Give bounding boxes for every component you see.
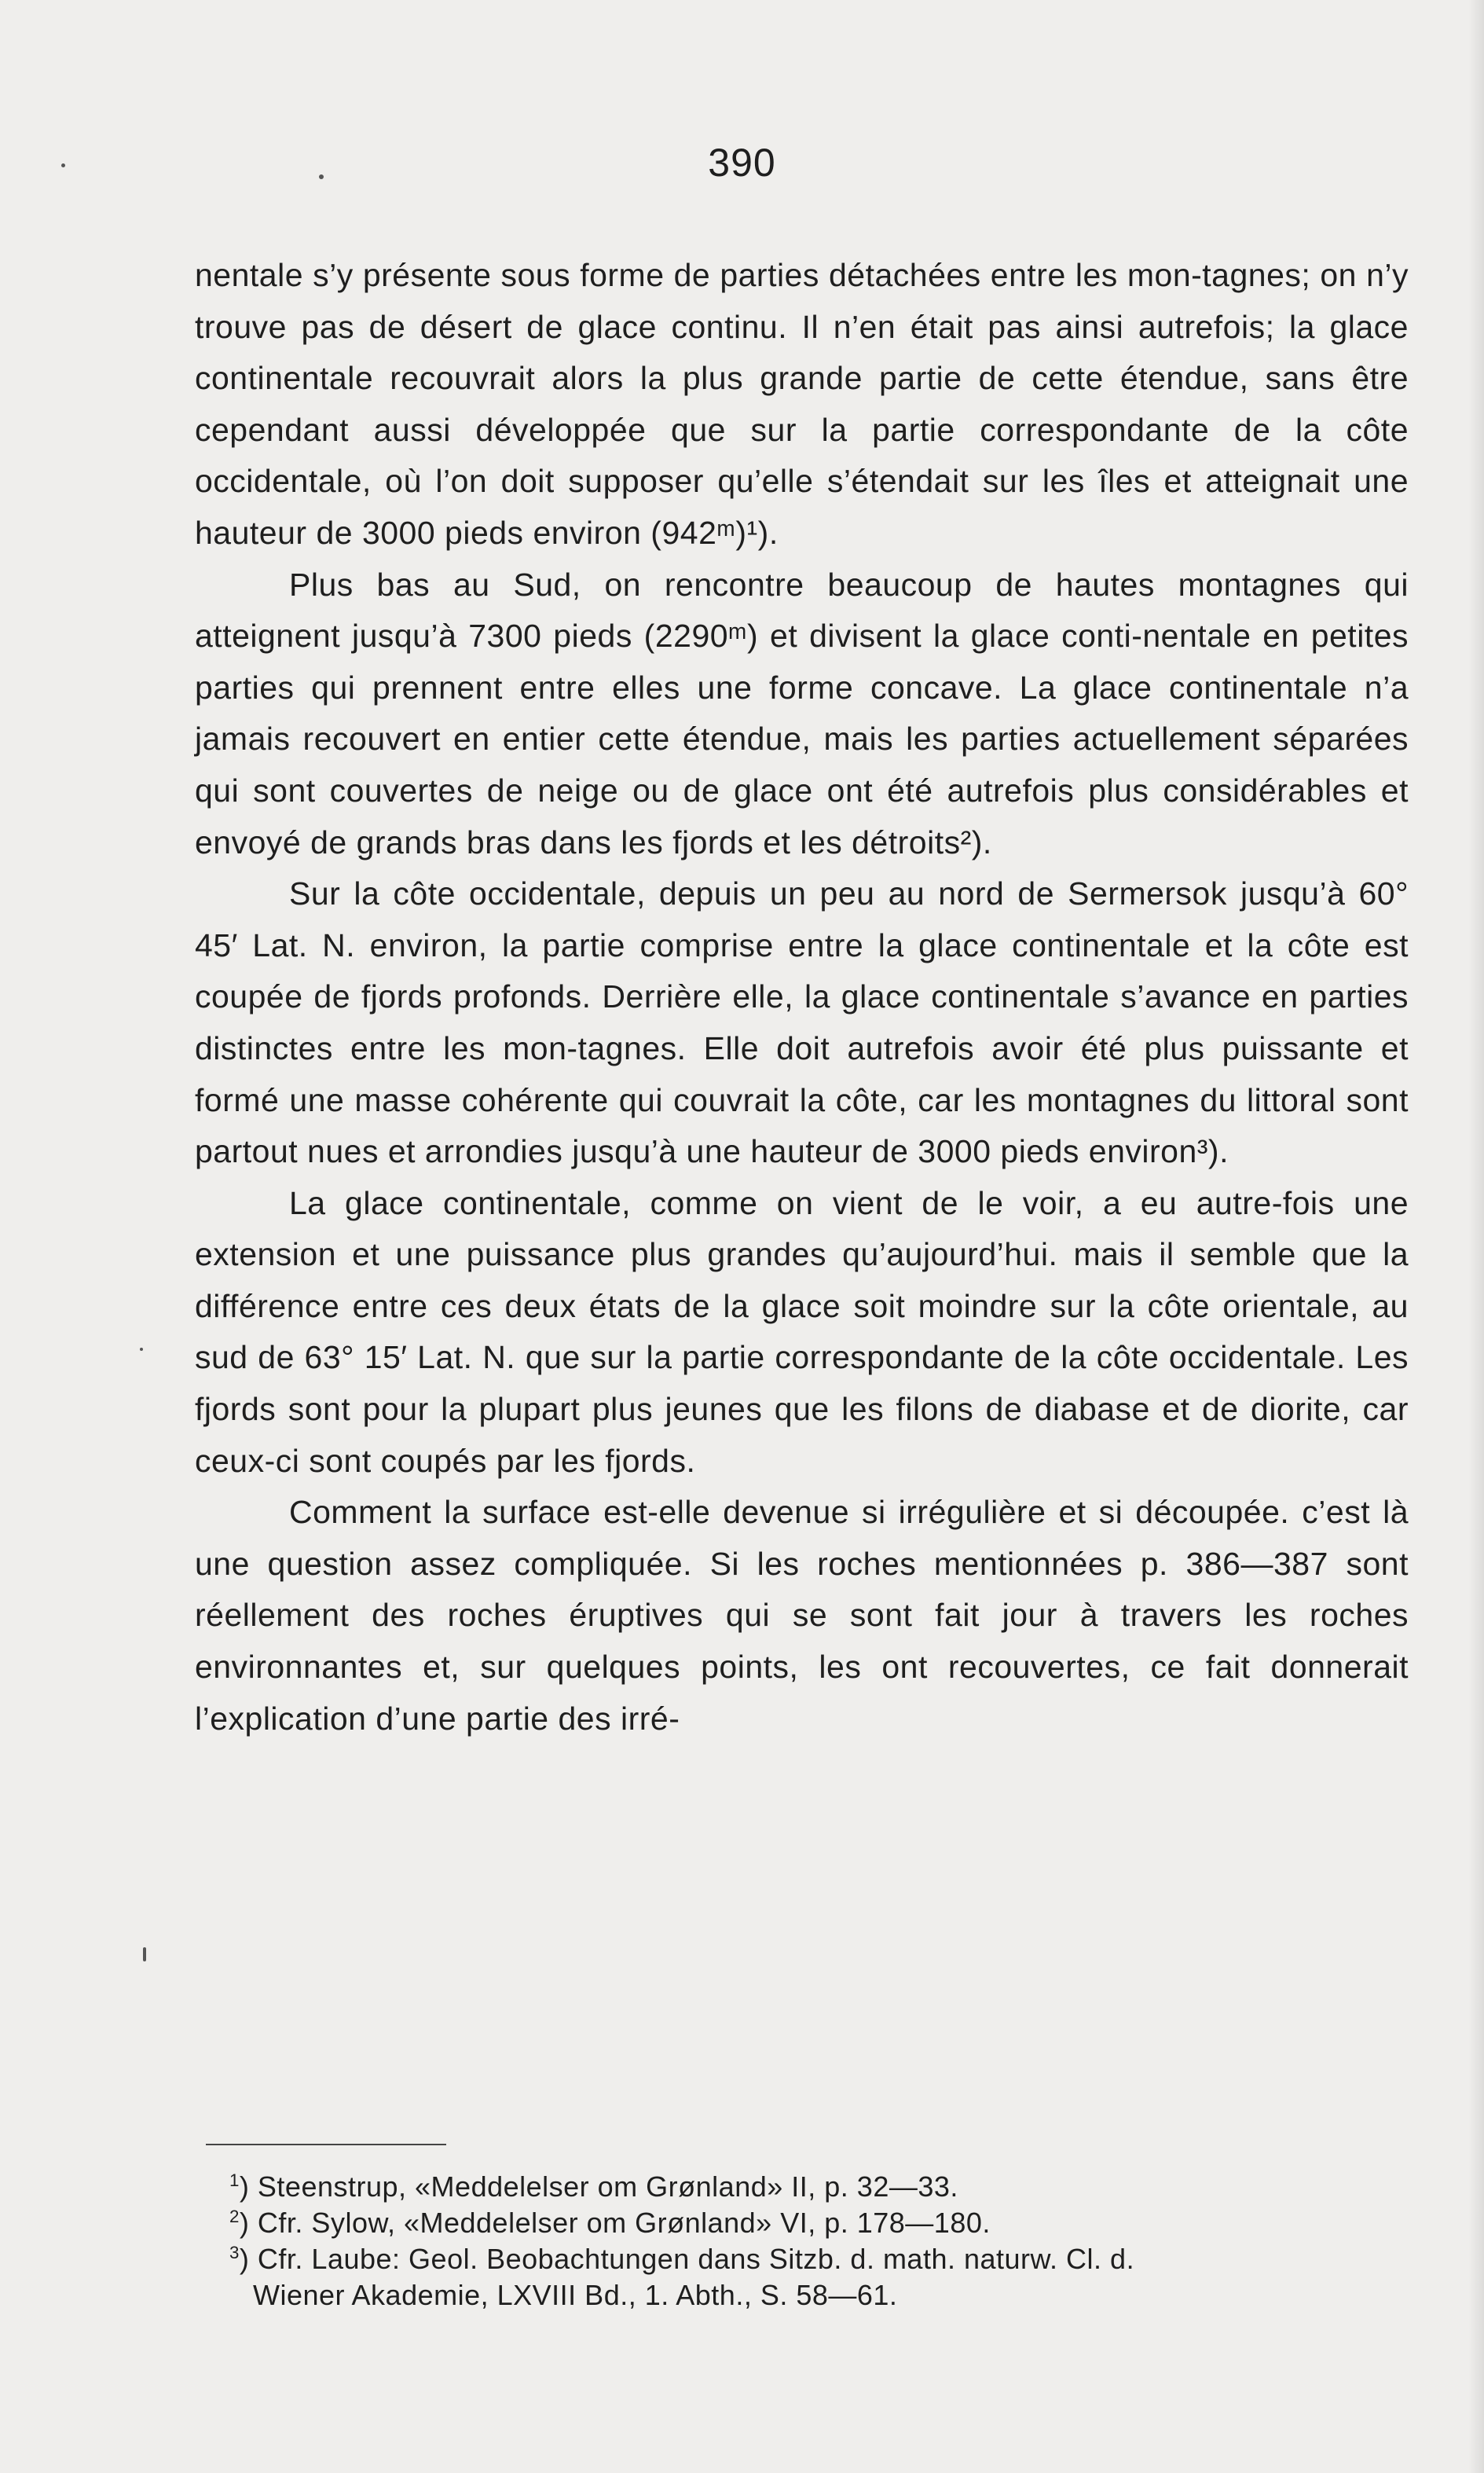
footnote-text: Cfr. Laube: Geol. Beobachtungen dans Sitzb. d. math. naturw. Cl. d. — [257, 2243, 1135, 2275]
footnotes — [229, 2169, 1408, 2313]
paper-speck — [143, 1947, 146, 1961]
footnote-mark: 2 — [229, 2207, 240, 2226]
paragraph: Plus bas au Sud, on rencontre beaucoup de hautes montagnes qui atteignent jusqu’à 7300 pieds (2290ᵐ) et divisent la glace conti-nentale en petites parties qui prennent entre elles une forme concave. La glace continentale n’a jamais recouvert en entier cette étendue, mais les parties actuellement séparées qui sont couvertes de neige ou de glace ont été autrefois plus considérables et envoyé de grands bras dans les fjords et les détroits²). — [195, 566, 1409, 860]
footnote: $^2$) Cfr. Sylow, «Meddelelser om Grønland» VI, p. 178—180. — [229, 2207, 991, 2239]
paragraph: La glace continentale, comme on vient de le voir, a eu autre-fois une extension et une puissance plus grandes qu’aujourd’hui. mais il semble que la différence entre ces deux états de la glace soit moindre sur la côte orientale, au sud de 63° 15′ Lat. N. que sur la partie correspondante de la côte occidentale. Les fjords sont pour la plupart plus jeunes que les filons de diabase et de diorite, car ceux-ci sont coupés par les fjords. — [195, 1184, 1409, 1479]
footnote-text: Cfr. Sylow, «Meddelelser om Grønland» VI, p. 178—180. — [257, 2207, 991, 2239]
footnote-mark: 3 — [229, 2243, 240, 2262]
page-edge-shadow — [1468, 0, 1484, 2473]
footnote: $^1$) Steenstrup, «Meddelelser om Grønland» II, p. 32—33. — [229, 2170, 958, 2203]
paragraph: nentale s’y présente sous forme de parties détachées entre les mon-tagnes; on n’y trouve pas de désert de glace continu. Il n’en était pas ainsi autrefois; la glace continentale recouvrait alors la plus grande partie de cette étendue, sans être cependant aussi développée que sur la partie correspondante de la côte occidentale, où l’on doit supposer qu’elle s’étendait sur les îles et atteignait une hauteur de 3000 pieds environ (942ᵐ)¹). — [195, 257, 1409, 551]
page-number: 390 — [708, 141, 776, 185]
footnote-mark: 1 — [229, 2170, 240, 2190]
paragraph: Comment la surface est-elle devenue si irrégulière et si découpée. c’est là une question assez compliquée. Si les roches mentionnées p. 386—387 sont réellement des roches éruptives qui se sont fait jour à travers les roches environnantes et, sur quelques points, les ont recouvertes, ce fait donnerait l’explication d’une partie des irré- — [195, 1494, 1409, 1737]
body-text — [195, 250, 1409, 1745]
footnote-text: Steenstrup, «Meddelelser om Grønland» II, p. 32—33. — [257, 2170, 958, 2203]
footnote: $^3$) Cfr. Laube: Geol. Beobachtungen dans Sitzb. d. math. naturw. Cl. d. Wiener Akademie, LXVIII Bd., 1. Abth., S. 58—61. — [229, 2241, 1408, 2313]
footnote-continuation: Wiener Akademie, LXVIII Bd., 1. Abth., S. 58—61. — [253, 2279, 898, 2311]
paper-speck — [140, 1348, 143, 1351]
paper-speck — [61, 163, 65, 167]
footnote-divider — [206, 2144, 446, 2145]
paper-speck — [319, 174, 324, 179]
paragraph: Sur la côte occidentale, depuis un peu au nord de Sermersok jusqu’à 60° 45′ Lat. N. environ, la partie comprise entre la glace continentale et la côte est coupée de fjords profonds. Derrière elle, la glace continentale s’avance en parties distinctes entre les mon-tagnes. Elle doit autrefois avoir été plus puissante et formé une masse cohérente qui couvrait la côte, car les montagnes du littoral sont partout nues et arrondies jusqu’à une hauteur de 3000 pieds environ³). — [195, 875, 1409, 1170]
